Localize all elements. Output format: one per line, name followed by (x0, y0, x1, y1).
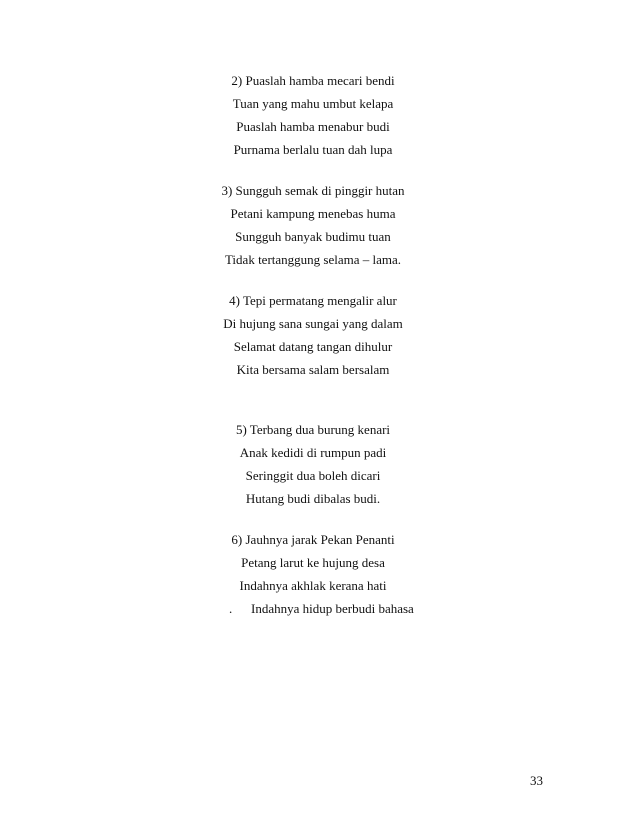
stanza-line: Tidak tertanggung selama – lama. (224, 252, 402, 267)
stanza-line-text: Indahnya hidup berbudi bahasa (251, 601, 414, 616)
stanza-line: Anak kedidi di rumpun padi (239, 445, 387, 460)
page-number: 33 (530, 773, 543, 788)
stanza-line: Indahnya akhlak kerana hati (239, 578, 387, 593)
stanza-line: Sungguh banyak budimu tuan (235, 229, 391, 244)
stanza-line: 2) Puaslah hamba mecari bendi (231, 73, 395, 88)
stanza-line: 3) Sungguh semak di pinggir hutan (221, 183, 405, 198)
stanza-line: Petang larut ke hujung desa (241, 555, 385, 570)
stanza-line: Hutang budi dibalas budi. (245, 491, 381, 506)
stanza-line: Di hujung sana sungai yang dalam (223, 316, 403, 331)
stanza-line: 5) Terbang dua burung kenari (235, 422, 391, 437)
stanza-line: Purnama berlalu tuan dah lupa (233, 142, 393, 157)
stanza-line: Tuan yang mahu umbut kelapa (232, 96, 394, 111)
stanza-line: Seringgit dua boleh dicari (245, 468, 381, 483)
stanza-line: Kita bersama salam bersalam (236, 362, 390, 377)
stanza-line: 6) Jauhnya jarak Pekan Penanti (231, 532, 395, 547)
stanza-line: 4) Tepi permatang mengalir alur (229, 293, 397, 308)
stanza-line: Petani kampung menebas huma (230, 206, 396, 221)
stanza-line: Puaslah hamba menabur budi (236, 119, 390, 134)
line-prefix-dot: . (229, 601, 233, 616)
stanza-line: Selamat datang tangan dihulur (233, 339, 393, 354)
